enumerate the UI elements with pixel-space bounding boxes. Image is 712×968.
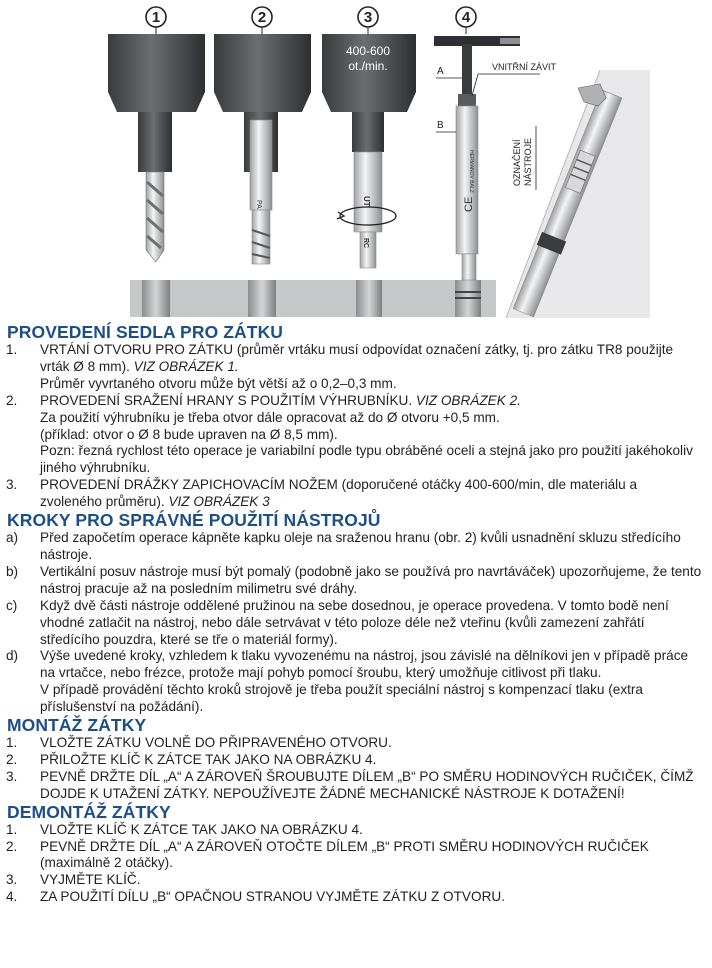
item-letter: d) (6, 648, 19, 664)
item-text: PŘILOŽTE KLÍČ K ZÁTCE TAK JAKO NA OBRÁZKU 4. (40, 751, 377, 767)
figure-ref: VIZ OBRÁZEK 2. (415, 392, 521, 408)
list-item (0, 530, 712, 564)
list-item (0, 393, 712, 478)
item-number: 1. (6, 735, 18, 751)
label-marking: OZNAČENÍ NÁSTROJE (512, 137, 533, 186)
speed-label-line2: ot./min. (348, 59, 388, 73)
item-text: Průměr vyvrtaného otvoru může být větší až o 0,2–0,3 mm. (40, 375, 397, 391)
item-text: V případě provádění těchto kroků strojově je třeba použít speciální nástroj s kompenzací tlaku (extra příslušenství na požádání). (40, 682, 643, 715)
tool3-label-bottom: RC (362, 238, 369, 249)
section-plug-disassembly (0, 803, 712, 907)
section-title: PROVEDENÍ SEDLA PRO ZÁTKU (7, 322, 284, 342)
item-letter: a) (6, 530, 19, 546)
speed-label-line1: 400-600 (345, 44, 391, 58)
list-item (0, 822, 712, 839)
item-number: 3. (6, 872, 18, 888)
item-number: 4. (6, 889, 18, 905)
label-a: A (437, 66, 444, 77)
item-number: 3. (6, 768, 18, 784)
item-text: Když dvě části nástroje oddělené pružinou na sebe dosednou, je operace provedena. V tomto bodě není vhodné zatlačit na nástroj, nebo dále setrvávat v této poloze déle než vteřinu (kvůli zamezení zahřátí středícího pouzdra, které se tře o materiál formy). (40, 597, 669, 647)
list-item (0, 648, 712, 716)
item-text: ZA POUŽITÍ DÍLU „B“ OPAČNOU STRANOU VYJMĚTE ZÁTKU Z OTVORU. (40, 889, 505, 905)
step-1-label: 1 (151, 9, 161, 26)
label-b: B (437, 120, 444, 131)
figure-ref: VIZ OBRÁZEK 1. (133, 358, 239, 374)
list-item (0, 342, 712, 393)
item-number: 2. (6, 392, 18, 408)
tool-illustration (0, 0, 712, 322)
section-plug-assembly (0, 716, 712, 803)
step-3-label: 3 (363, 9, 373, 26)
item-number: 3. (6, 477, 18, 493)
item-text: PROVEDENÍ DRÁŽKY ZAPICHOVACÍM NOŽEM (doporučené otáčky 400-600/min, dle materiálu a zvoleného průměru). (40, 477, 638, 510)
section-title: MONTÁŽ ZÁTKY (7, 715, 147, 736)
step-4-label: 4 (461, 9, 471, 26)
item-text: PEVNĚ DRŽTE DÍL „A“ A ZÁROVEŇ ŠROUBUJTE DÍLEM „B“ PO SMĚRU HODINOVÝCH RUČIČEK, ČÍMŽ DOJDE K UTAŽENÍ ZÁTKY. NEPOUŽÍVEJTE ŽÁDNÉ MECHANICKÉ NÁSTROJE K DOTAŽENÍ! (40, 768, 694, 801)
item-number: 1. (6, 342, 18, 357)
item-number: 2. (6, 751, 18, 767)
section-title: KROKY PRO SPRÁVNÉ POUŽITÍ NÁSTROJŮ (7, 510, 381, 531)
item-letter: b) (6, 563, 19, 579)
item-text: PROVEDENÍ SRAŽENÍ HRANY S POUŽITÍM VÝHRUBNÍKU. (40, 392, 416, 408)
item-text: VLOŽTE KLÍČ K ZÁTCE TAK JAKO NA OBRÁZKU 4. (40, 821, 363, 837)
tool3-label-top: UT (362, 196, 371, 207)
step-2-label: 2 (257, 9, 267, 26)
instructions (0, 322, 712, 906)
list-item (0, 598, 712, 649)
item-text: (příklad: otvor o Ø 8 bude upraven na Ø 8,5 mm). (40, 426, 338, 442)
section-seat-preparation (0, 323, 712, 511)
list-item (0, 735, 712, 752)
section-tool-usage (0, 511, 712, 716)
item-text: VYJMĚTE KLÍČ. (40, 872, 141, 888)
item-text: PEVNĚ DRŽTE DÍL „A“ A ZÁROVEŇ OTOČTE DÍLEM „B“ PROTI SMĚRU HODINOVÝCH RUČIČEK (maximálně 2 otáčky). (40, 838, 649, 871)
list-item (0, 769, 712, 803)
item-text: Před započetím operace kápněte kapku oleje na sraženou hranu (obr. 2) kvůli usnadnění skluzu středícího nástroje. (40, 530, 681, 562)
list-item (0, 752, 712, 769)
tool2-label: PA (255, 200, 262, 209)
item-text: Vertikální posuv nástroje musí být pomalý (podobně jako se používá pro navrtáváček) upozorňujeme, že tento nástroj pracuje až na posledním milimetru své dráhy. (40, 563, 702, 596)
figure-ref: VIZ OBRÁZEK 3 (168, 494, 270, 510)
item-text: VRTÁNÍ OTVORU PRO ZÁTKU (průměr vrtáku musí odpovídat označení zátky, tj. pro zátku TR8 použijte vrták Ø 8 mm). (40, 342, 674, 374)
item-text: VLOŽTE ZÁTKU VOLNĚ DO PŘIPRAVENÉHO OTVORU. (40, 735, 392, 751)
list-item (0, 839, 712, 873)
list-item (0, 889, 712, 906)
item-number: 1. (6, 821, 18, 837)
item-text: Pozn: řezná rychlost této operace je variabilní podle typu obráběné oceli a stejná jako pro použití jakéhokoliv jiného výhrubníku. (40, 443, 693, 476)
list-item (0, 477, 712, 511)
item-letter: c) (6, 597, 18, 613)
list-item (0, 564, 712, 598)
tool4-label-side: CE (463, 196, 475, 212)
section-title: DEMONTÁŽ ZÁTKY (7, 801, 171, 822)
item-text: Za použití výhrubníku je třeba otvor dále opracovat až do Ø otvoru +0,5 mm. (40, 409, 500, 425)
item-text: Výše uvedené kroky, vzhledem k tlaku vyvozenému na nástroj, jsou závislé na dělníkovi jen v případě práce na vrtačce, nebo frézce, protože mají pohyb pomocí šroubu, který umožňuje citlivost při tlaku. (40, 648, 689, 681)
brand-label: HERMANOV BALZ (468, 150, 474, 193)
list-item (0, 872, 712, 889)
item-number: 2. (6, 838, 18, 854)
label-thread: VNITŘNÍ ZÁVIT (492, 62, 557, 72)
